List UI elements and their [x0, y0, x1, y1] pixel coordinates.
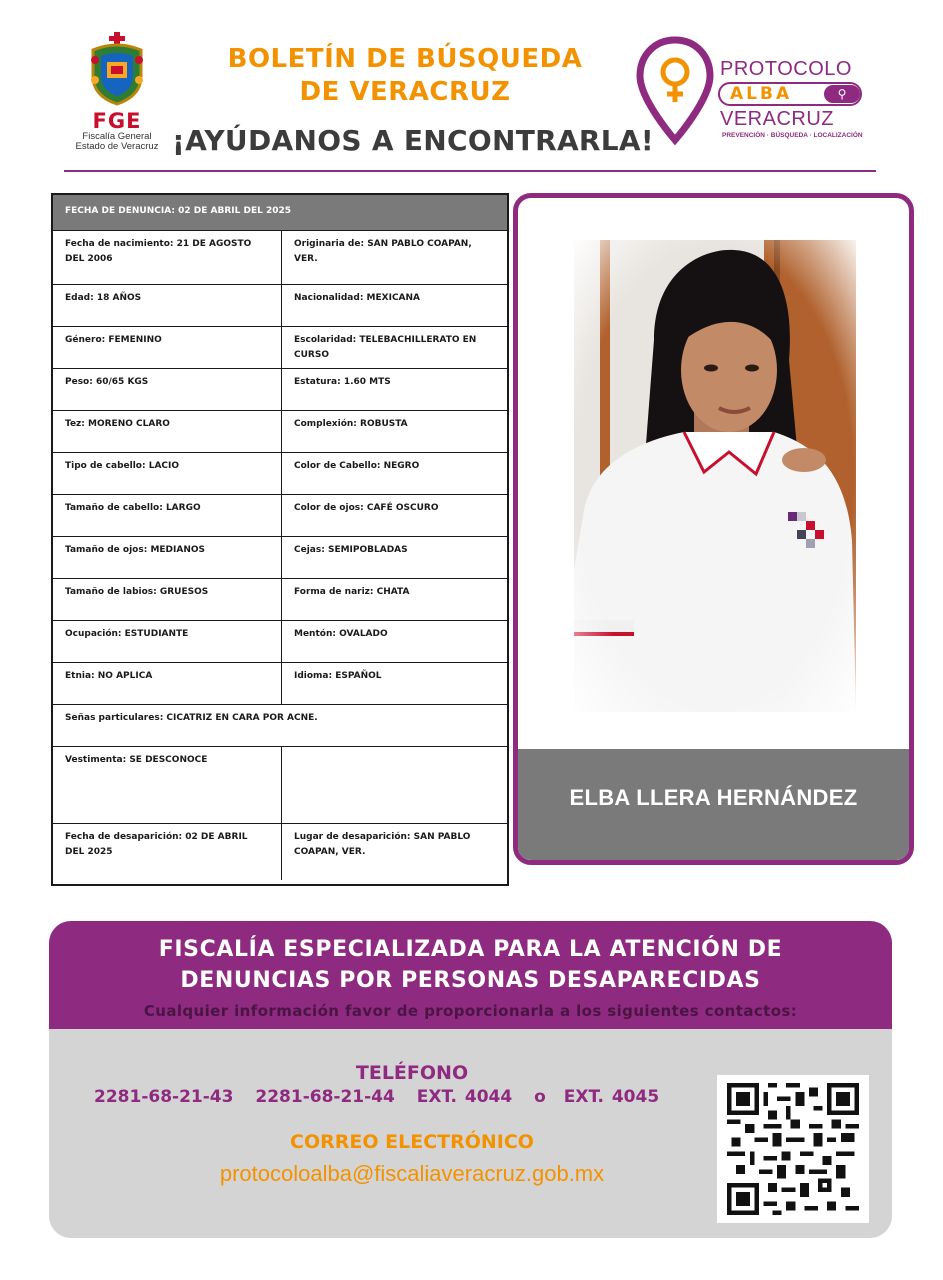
lip-size-cell: Tamaño de labios: GRUESOS	[65, 587, 209, 597]
magnifier-icon: ⚲	[824, 85, 860, 103]
clothing-cell: Vestimenta: SE DESCONOCE	[65, 755, 208, 765]
report-date-header: FECHA DE DENUNCIA: 02 DE ABRIL DEL 2025	[53, 195, 507, 231]
nose-shape-cell: Forma de nariz: CHATA	[281, 579, 507, 620]
table-row	[53, 537, 507, 579]
disappearance-place-cell: Lugar de desaparición: SAN PABLO COAPAN, VER.	[281, 824, 507, 880]
person-name: ELBA LLERA HERNÁNDEZ	[569, 785, 858, 810]
table-row	[53, 453, 507, 495]
table-row	[53, 663, 507, 705]
table-row	[53, 495, 507, 537]
build-cell: Complexión: ROBUSTA	[281, 411, 507, 452]
phone-number-2[interactable]: 2281-68-21-44	[255, 1087, 395, 1107]
table-row	[53, 747, 507, 824]
occupation-cell: Ocupación: ESTUDIANTE	[65, 629, 189, 639]
alba-veracruz-text: VERACRUZ	[720, 108, 835, 130]
weight-cell: Peso: 60/65 KGS	[65, 377, 149, 387]
fiscalia-title-line1: FISCALÍA ESPECIALIZADA PARA LA ATENCIÓN DE	[158, 937, 783, 962]
fiscalia-title-line2: DENUNCIAS POR PERSONAS DESAPARECIDAS	[180, 968, 761, 993]
protocolo-alba-logo	[636, 36, 876, 146]
help-find-her-heading: ¡AYÚDANOS A ENCONTRARLA!	[172, 124, 654, 157]
eyebrows-cell: Cejas: SEMIPOBLADAS	[281, 537, 507, 578]
eye-color-cell: Color de ojos: CAFÉ OSCURO	[281, 495, 507, 536]
fge-logo	[62, 30, 172, 160]
disappearance-date-cell: Fecha de desaparición: 02 DE ABRIL DEL 2025	[65, 832, 248, 857]
chin-cell: Mentón: OVALADO	[281, 621, 507, 662]
person-details-table	[51, 193, 509, 886]
hair-length-cell: Tamaño de cabello: LARGO	[65, 503, 201, 513]
contact-panel	[49, 1029, 892, 1238]
alba-word: ALBA	[730, 84, 793, 104]
skin-tone-cell: Tez: MORENO CLARO	[65, 419, 170, 429]
table-row	[53, 285, 507, 327]
birth-date-cell: Fecha de nacimiento: 21 DE AGOSTO DEL 2006	[65, 239, 252, 264]
contact-intro-text: Cualquier información favor de proporcionarla a los siguientes contactos:	[143, 1002, 798, 1020]
header-divider	[64, 170, 876, 172]
fiscalia-banner	[49, 921, 892, 1029]
location-pin-female-icon	[636, 36, 714, 146]
ethnicity-cell: Etnia: NO APLICA	[65, 671, 153, 681]
person-name-bar	[518, 749, 909, 865]
phone-extension-1: EXT. 4044	[416, 1087, 513, 1107]
table-row	[53, 824, 507, 880]
table-row	[53, 231, 507, 285]
person-photo	[574, 240, 856, 712]
table-row	[53, 621, 507, 663]
fge-acronym: FGE	[92, 109, 142, 133]
age-cell: Edad: 18 AÑOS	[65, 293, 142, 303]
alba-tagline: PREVENCIÓN · BÚSQUEDA · LOCALIZACIÓN	[722, 132, 863, 139]
nationality-cell: Nacionalidad: MEXICANA	[281, 285, 507, 326]
phone-extension-2: EXT. 4045	[563, 1087, 660, 1107]
email-label: CORREO ELECTRÓNICO	[290, 1131, 534, 1153]
bulletin-title-line2: DE VERACRUZ	[299, 77, 511, 107]
fge-name-line1: Fiscalía General	[82, 131, 152, 142]
clothing-extra-cell	[281, 747, 507, 823]
education-cell: Escolaridad: TELEBACHILLERATO EN CURSO	[281, 327, 507, 368]
qr-code-pattern	[725, 1083, 861, 1215]
distinguishing-marks-cell: Señas particulares: CICATRIZ EN CARA POR ACNE.	[65, 713, 318, 723]
table-row	[53, 579, 507, 621]
table-row	[53, 327, 507, 369]
person-portrait-illustration	[574, 240, 856, 712]
phone-number-1[interactable]: 2281-68-21-43	[94, 1087, 234, 1107]
eye-size-cell: Tamaño de ojos: MEDIANOS	[65, 545, 206, 555]
bulletin-title-line1: BOLETÍN DE BÚSQUEDA	[227, 44, 583, 74]
alba-protocolo-text: PROTOCOLO	[720, 58, 852, 80]
person-photo-card	[513, 193, 914, 865]
origin-cell: Originaria de: SAN PABLO COAPAN, VER.	[281, 231, 507, 284]
fge-name-line2: Estado de Veracruz	[75, 141, 159, 152]
or-word: o	[534, 1087, 546, 1107]
phone-numbers	[94, 1087, 673, 1107]
table-row	[53, 411, 507, 453]
language-cell: Idioma: ESPAÑOL	[281, 663, 507, 704]
table-row	[53, 705, 507, 747]
hair-type-cell: Tipo de cabello: LACIO	[65, 461, 180, 471]
qr-code-icon[interactable]	[717, 1075, 869, 1223]
veracruz-coat-of-arms-icon	[85, 30, 149, 108]
table-row	[53, 369, 507, 411]
gender-cell: Género: FEMENINO	[65, 335, 162, 345]
phone-label: TELÉFONO	[355, 1062, 469, 1084]
height-cell: Estatura: 1.60 MTS	[281, 369, 507, 410]
email-link[interactable]: protocoloalba@fiscaliaveracruz.gob.mx	[219, 1161, 605, 1186]
hair-color-cell: Color de Cabello: NEGRO	[281, 453, 507, 494]
